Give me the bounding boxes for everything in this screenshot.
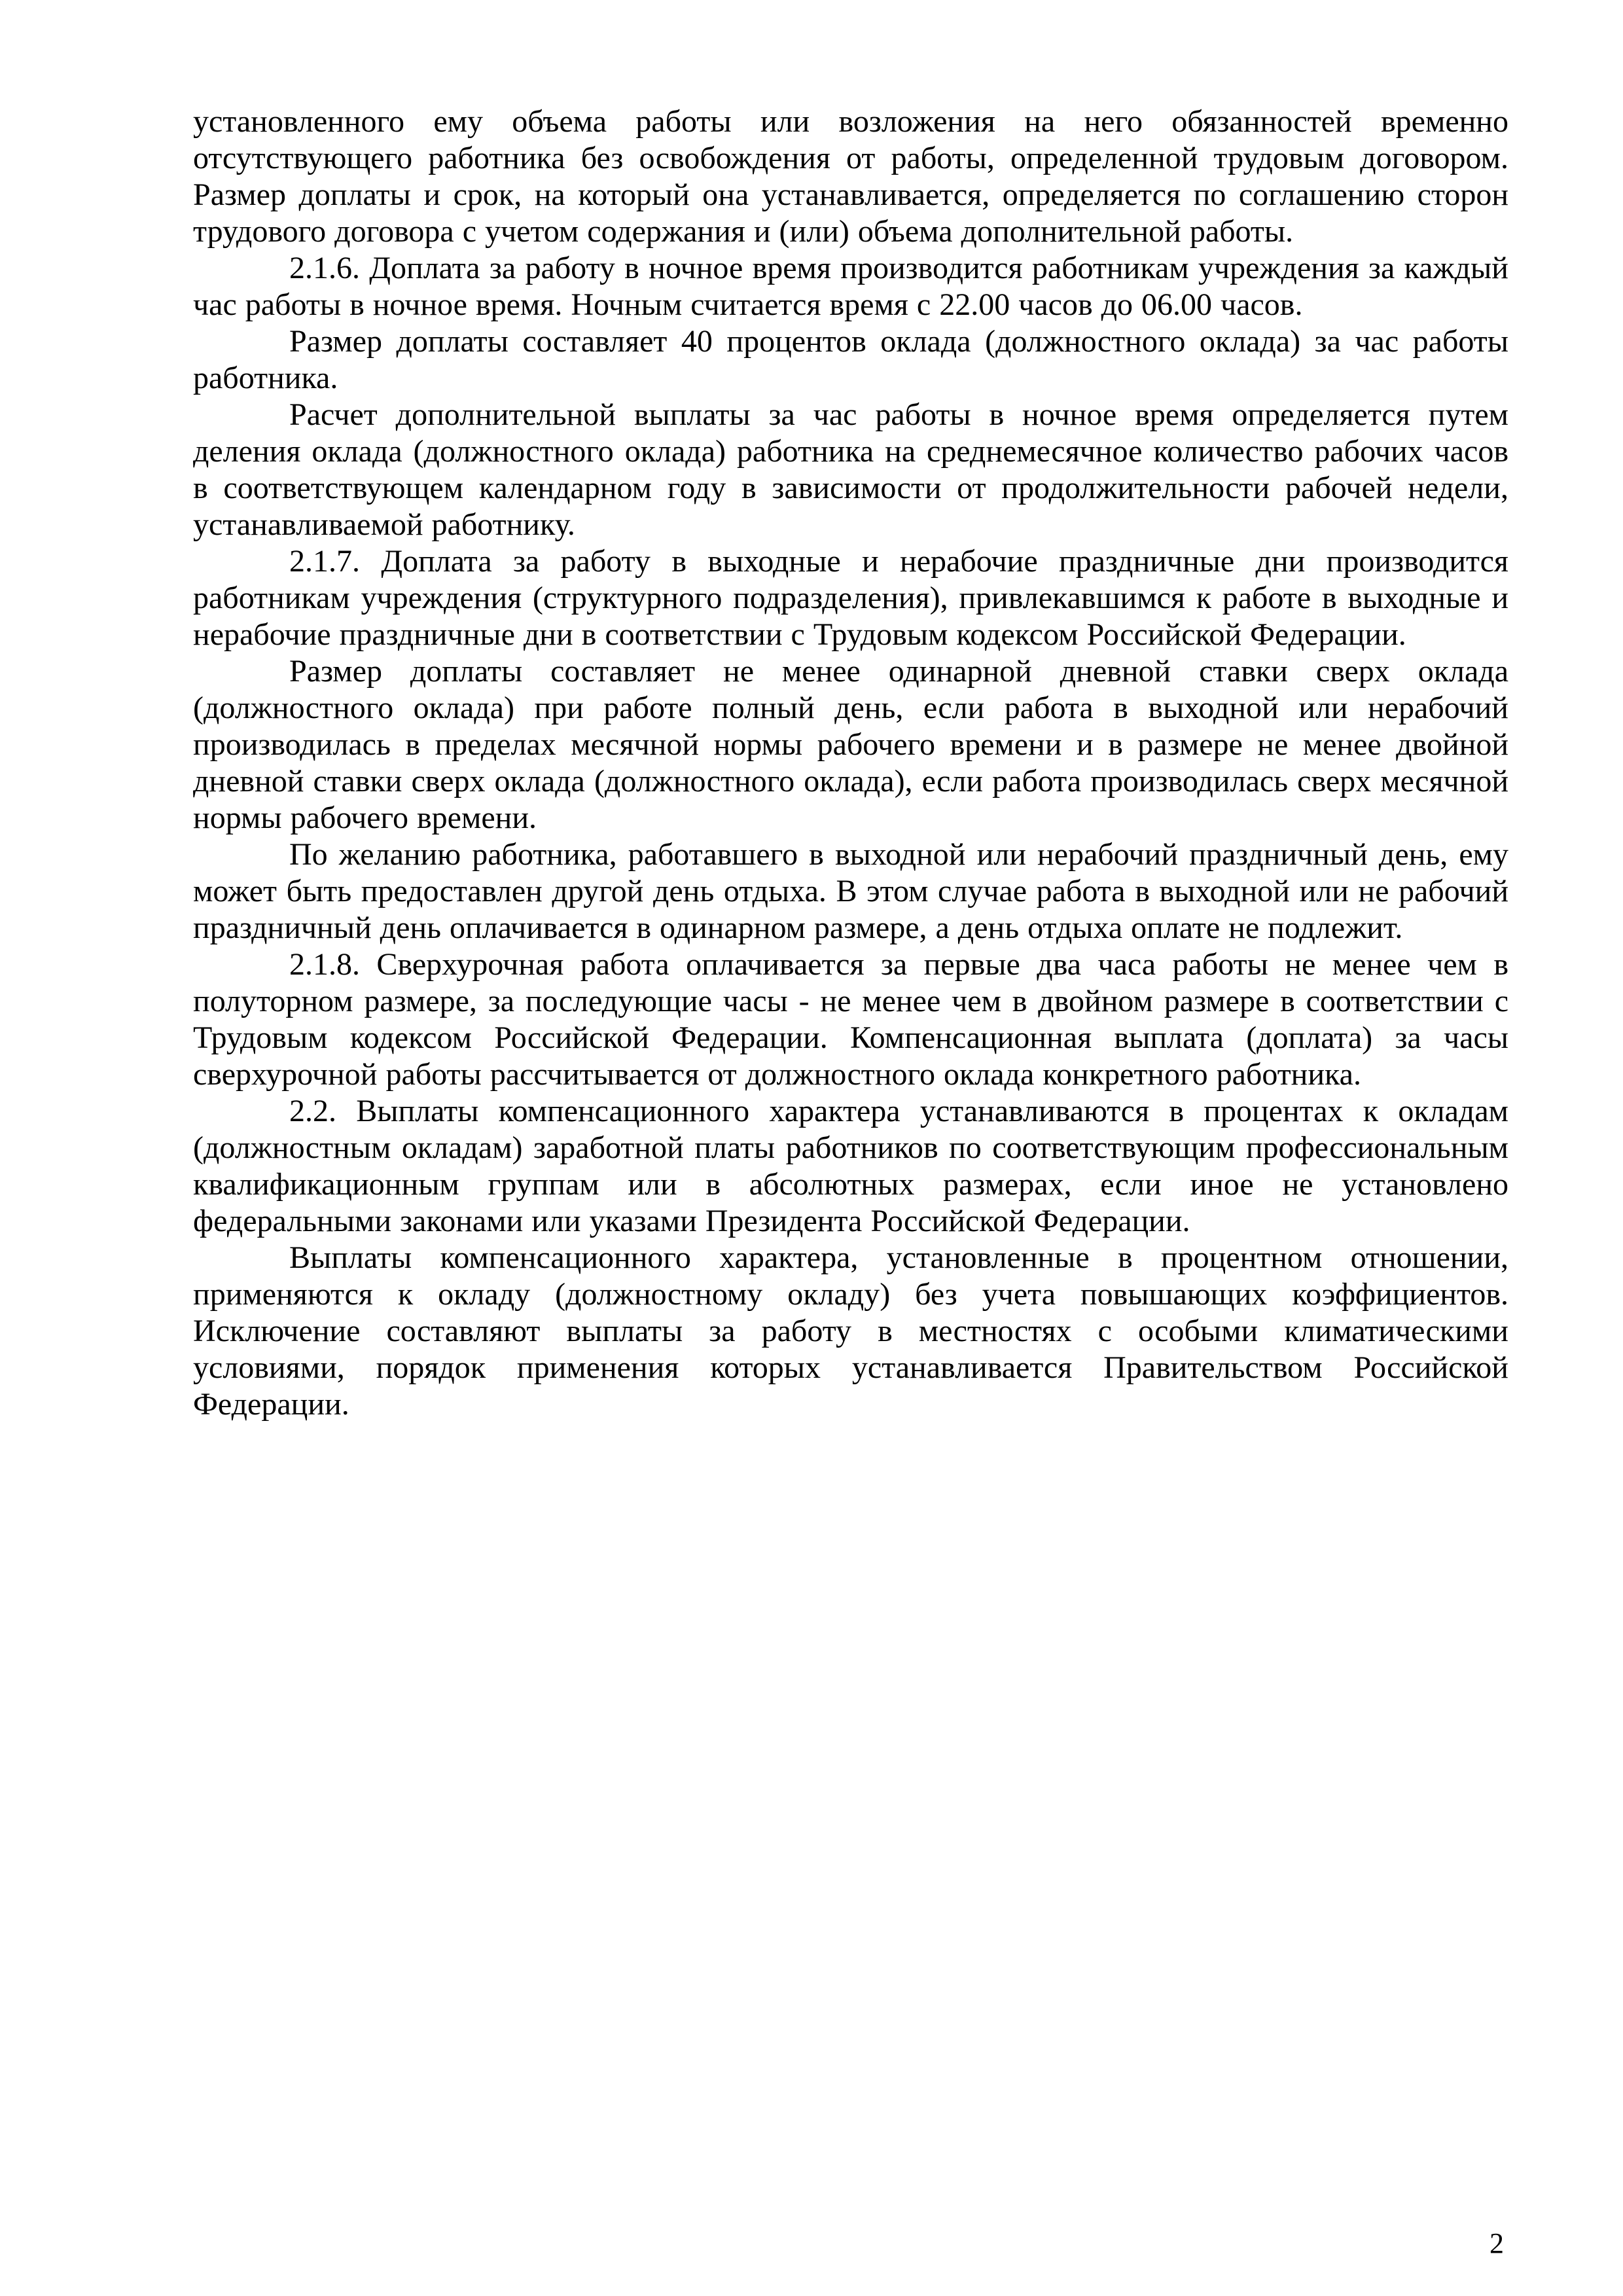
paragraph: 2.1.8. Сверхурочная работа оплачивается за первые два часа работы не менее чем в полуторном размере, за последующие часы - не менее чем в двойном размере в соответствии с Трудовым кодексом Российской Федерации. Компенсационная выплата (доплата) за часы сверхурочной работы рассчитывается от должностного оклада конкретного работника. [193, 947, 1508, 1092]
text-block [193, 103, 1508, 1423]
paragraph: 2.2. Выплаты компенсационного характера устанавливаются в процентах к окладам (должностным окладам) заработной платы работников по соответствующим профессиональным квалификационным группам или в абсолютных размерах, если иное не установлено федеральными законами или указами Президента Российской Федерации. [193, 1094, 1508, 1238]
paragraph: Расчет дополнительной выплаты за час работы в ночное время определяется путем деления оклада (должностного оклада) работника на среднемесячное количество рабочих часов в соответствующем календарном году в зависимости от продолжительности рабочей недели, устанавливаемой работнику. [193, 397, 1508, 542]
paragraph: 2.1.6. Доплата за работу в ночное время производится работникам учреждения за каждый час работы в ночное время. Ночным считается время с 22.00 часов до 06.00 часов. [193, 251, 1508, 322]
paragraph: Размер доплаты составляет 40 процентов оклада (должностного оклада) за час работы работника. [193, 324, 1508, 395]
paragraph: Размер доплаты составляет не менее одинарной дневной ставки сверх оклада (должностного оклада) при работе полный день, если работа в выходной или нерабочий производилась в пределах месячной нормы рабочего времени и в размере не менее двойной дневной ставки сверх оклада (должностного оклада), если работа производилась сверх месячной нормы рабочего времени. [193, 654, 1508, 835]
paragraph: Выплаты компенсационного характера, установленные в процентном отношении, применяются к окладу (должностному окладу) без учета повышающих коэффициентов. Исключение составляют выплаты за работу в местностях с особыми климатическими условиями, порядок применения которых устанавливается Правительством Российской Федерации. [193, 1240, 1508, 1422]
page-number: 2 [1489, 2227, 1504, 2259]
paragraph: установленного ему объема работы или возложения на него обязанностей временно отсутствующего работника без освобождения от работы, определенной трудовым договором. Размер доплаты и срок, на который она устанавливается, определяется по соглашению сторон трудового договора с учетом содержания и (или) объема дополнительной работы. [193, 104, 1508, 249]
paragraph: 2.1.7. Доплата за работу в выходные и нерабочие праздничные дни производится работникам учреждения (структурного подразделения), привлекавшимся к работе в выходные и нерабочие праздничные дни в соответствии с Трудовым кодексом Российской Федерации. [193, 544, 1508, 652]
paragraph: По желанию работника, работавшего в выходной или нерабочий праздничный день, ему может быть предоставлен другой день отдыха. В этом случае работа в выходной или не рабочий праздничный день оплачивается в одинарном размере, а день отдыха оплате не подлежит. [193, 837, 1508, 945]
